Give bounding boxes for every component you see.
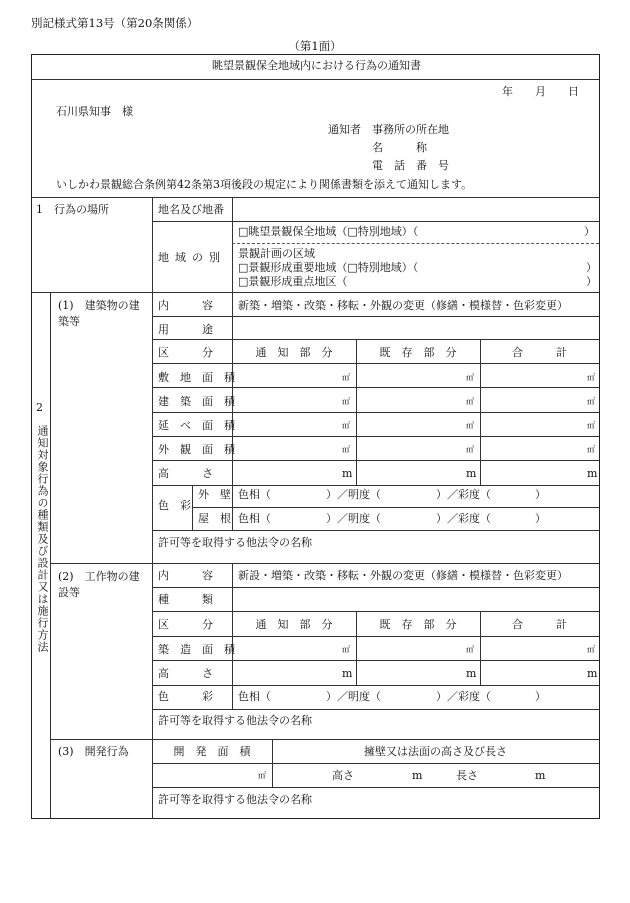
plan-area: 景観計画の区域 [238, 247, 315, 260]
roof-label: 屋 根 [198, 512, 231, 525]
dashed-divider [232, 243, 599, 244]
unit: ㎡ [466, 397, 474, 406]
unit: ㎡ [587, 373, 595, 382]
divider [152, 460, 599, 461]
unit: ㎡ [587, 445, 595, 454]
divider [32, 292, 599, 293]
area-label: 地域の別 [158, 251, 226, 264]
building-permit[interactable]: 許可等を取得する他法令の名称 [158, 536, 312, 549]
paren: ） [584, 225, 595, 238]
color-label: 色 彩 [158, 499, 191, 512]
length-label: 長さ [456, 769, 478, 782]
divider [192, 507, 599, 508]
divider [152, 363, 599, 364]
form-id: 別記様式第13号（第20条関係） [31, 16, 199, 30]
notifier-name[interactable]: 名 称 [372, 141, 427, 154]
row-label: 建 築 面 積 [158, 395, 235, 408]
unit: m [587, 467, 598, 480]
col-total: 合 計 [512, 618, 567, 631]
col-total: 合 計 [512, 346, 567, 359]
unit: m [535, 769, 546, 782]
divider [152, 636, 599, 637]
divider [152, 787, 599, 788]
unit: ㎡ [258, 771, 266, 780]
divider [232, 197, 233, 292]
divider [50, 563, 599, 564]
addressee: 石川県知事 様 [56, 105, 133, 118]
row-label: 延 べ 面 積 [158, 419, 235, 432]
row-label: 高 さ [158, 667, 213, 680]
use-label: 用 途 [158, 323, 213, 336]
development-permit[interactable]: 許可等を取得する他法令の名称 [158, 793, 312, 806]
notifier-phone[interactable]: 電 話 番 号 [372, 159, 449, 172]
category-label: 区 分 [158, 346, 213, 359]
divider [152, 221, 599, 222]
row-label: 外 観 面 積 [158, 443, 235, 456]
row-label: 敷 地 面 積 [158, 371, 235, 384]
area-option-2[interactable]: □景観形成重要地域（□特別地域）（ [238, 261, 419, 274]
development-area-label: 開 発 面 積 [173, 745, 251, 758]
unit: m [587, 667, 598, 680]
unit: ㎡ [342, 397, 350, 406]
unit: m [412, 769, 423, 782]
structure-permit[interactable]: 許可等を取得する他法令の名称 [158, 714, 312, 727]
unit: ㎡ [342, 373, 350, 382]
section2-title: 通知対象行為の種類及び設計又は施行方法 [36, 425, 49, 653]
unit: ㎡ [342, 421, 350, 430]
row-label: 築 造 面 積 [158, 643, 235, 656]
content-label: 内 容 [158, 569, 213, 582]
divider [152, 387, 599, 388]
unit: ㎡ [587, 421, 595, 430]
divider [152, 660, 599, 661]
divider [152, 587, 599, 588]
divider [32, 197, 599, 198]
area-option-3[interactable]: □景観形成重点地区（ [238, 275, 348, 288]
section1-title: 1 行為の場所 [36, 203, 109, 216]
structure-label: (2) 工作物の建設等 [58, 570, 140, 599]
unit: ㎡ [466, 373, 474, 382]
unit: ㎡ [466, 645, 474, 654]
divider [152, 611, 599, 612]
category-label: 区 分 [158, 618, 213, 631]
place-label: 地名及び地番 [158, 203, 224, 216]
roof-color[interactable]: 色相（ ）／明度（ ）／彩度（ ） [238, 512, 546, 525]
building-label: (1) 建築物の建築等 [58, 299, 140, 328]
form-title: 眺望景観保全地域内における行為の通知書 [212, 59, 421, 72]
unit: ㎡ [342, 645, 350, 654]
divider [152, 436, 599, 437]
height-label: 高さ [332, 769, 354, 782]
divider [152, 685, 599, 686]
divider [356, 611, 357, 685]
section2-number: 2 [36, 401, 43, 414]
paren: ） [586, 261, 597, 274]
statement: いしかわ景観総合条例第42条第3項後段の規定により関係書類を添えて通知します。 [56, 178, 473, 191]
unit: ㎡ [587, 645, 595, 654]
building-content-options[interactable]: 新築・増築・改築・移転・外観の変更（修繕・模様替・色彩変更） [238, 299, 568, 312]
type-label: 種 類 [158, 593, 213, 606]
page-number: （第1面） [288, 39, 342, 53]
divider [32, 79, 599, 80]
divider [152, 197, 153, 819]
divider [480, 611, 481, 685]
date-field[interactable]: 年 月 日 [502, 85, 579, 98]
unit: m [466, 467, 477, 480]
divider [152, 530, 599, 531]
col-notified: 通 知 部 分 [255, 618, 333, 631]
unit: m [466, 667, 477, 680]
divider [152, 412, 599, 413]
unit: ㎡ [466, 421, 474, 430]
col-existing: 既 存 部 分 [379, 618, 457, 631]
outer-wall-color[interactable]: 色相（ ）／明度（ ）／彩度（ ） [238, 488, 546, 501]
divider [232, 292, 233, 530]
divider [50, 739, 599, 740]
content-label: 内 容 [158, 299, 213, 312]
form-frame [31, 54, 600, 819]
divider [152, 339, 599, 340]
unit: ㎡ [587, 397, 595, 406]
unit: ㎡ [466, 445, 474, 454]
divider [152, 763, 599, 764]
notifier-address[interactable]: 事務所の所在地 [372, 123, 449, 136]
area-option-1[interactable]: □眺望景観保全地域（□特別地域）（ [238, 225, 419, 238]
row-label: 高 さ [158, 467, 213, 480]
paren: ） [586, 275, 597, 288]
divider [152, 709, 599, 710]
notifier-label: 通知者 [328, 123, 361, 136]
divider [152, 485, 599, 486]
unit: m [342, 467, 353, 480]
col-existing: 既 存 部 分 [379, 346, 457, 359]
unit: m [342, 667, 353, 680]
structure-color[interactable]: 色相（ ）／明度（ ）／彩度（ ） [238, 690, 546, 703]
outer-wall-label: 外 壁 [198, 488, 231, 501]
unit: ㎡ [342, 445, 350, 454]
col-notified: 通 知 部 分 [255, 346, 333, 359]
development-label: (3) 開発行為 [58, 745, 129, 758]
color-label: 色 彩 [158, 690, 213, 703]
wall-label: 擁壁又は法面の高さ及び長さ [364, 745, 507, 758]
structure-content-options[interactable]: 新設・増築・改築・移転・外観の変更（修繕・模様替・色彩変更） [238, 569, 568, 582]
divider [152, 316, 599, 317]
